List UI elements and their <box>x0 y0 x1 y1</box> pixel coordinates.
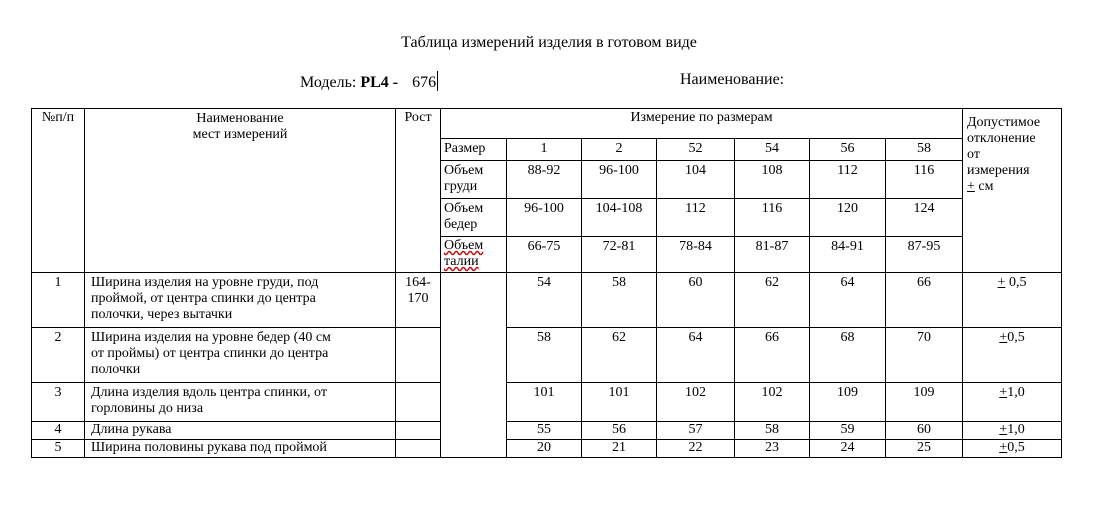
row-height-line1: 164- <box>405 275 431 290</box>
row-value: 58 <box>507 328 582 383</box>
model-label: Модель: <box>300 74 357 91</box>
text-cursor <box>437 71 438 91</box>
waist-value: 84-91 <box>810 237 886 273</box>
row-place <box>85 328 396 383</box>
row-value: 70 <box>886 328 963 383</box>
row-tolerance <box>963 440 1062 458</box>
hips-value: 116 <box>735 199 810 237</box>
hips-value: 104-108 <box>582 199 657 237</box>
row-height-empty <box>396 422 441 440</box>
row-value: 54 <box>507 273 582 328</box>
row-value: 62 <box>735 273 810 328</box>
row-height-empty <box>396 328 441 383</box>
row-value: 64 <box>657 328 735 383</box>
row-value: 59 <box>810 422 886 440</box>
hips-label-line1: Объем <box>444 201 484 216</box>
header-place-line1: Наименование <box>196 111 284 126</box>
plus-minus-sign: + <box>999 422 1008 437</box>
row-tolerance <box>963 422 1062 440</box>
chest-value: 88-92 <box>507 161 582 199</box>
hips-label <box>441 199 507 237</box>
row-place-line: проймой, от центра спинки до центра <box>91 291 316 306</box>
waist-value: 66-75 <box>507 237 582 273</box>
table-row <box>32 422 1062 440</box>
waist-label-line1: Объем <box>444 238 484 253</box>
row-num: 1 <box>32 273 85 328</box>
row-value: 23 <box>735 440 810 458</box>
row-value: 101 <box>582 383 657 422</box>
model-code: PL4 - <box>360 74 399 91</box>
row-place-line: Длина рукава <box>91 422 172 437</box>
row-value: 58 <box>735 422 810 440</box>
row-tolerance <box>963 383 1062 422</box>
header-tol-line5 <box>967 179 1058 195</box>
size-value: 54 <box>735 139 810 161</box>
size-row-label: Размер <box>441 139 507 161</box>
header-tol-line3: от <box>967 147 980 162</box>
row-height-line2: 170 <box>407 291 429 306</box>
header-tol-line2: отклонение <box>967 131 1036 146</box>
row-place <box>85 383 396 422</box>
row-value: 68 <box>810 328 886 383</box>
waist-label-line2: талии <box>444 254 479 269</box>
table-row <box>32 273 1062 328</box>
row-tolerance-value: 0,5 <box>1005 275 1027 290</box>
document-title: Таблица измерений изделия в готовом виде <box>401 34 697 51</box>
row-tolerance-value: 0,5 <box>1007 330 1025 345</box>
row-place-line: Длина изделия вдоль центра спинки, от <box>91 385 327 400</box>
row-num: 3 <box>32 383 85 422</box>
row-height-empty <box>396 440 441 458</box>
row-tolerance-value: 1,0 <box>1007 422 1025 437</box>
row-place <box>85 440 396 458</box>
row-value: 66 <box>886 273 963 328</box>
row-value: 25 <box>886 440 963 458</box>
table-row <box>32 383 1062 422</box>
chest-value: 108 <box>735 161 810 199</box>
plus-minus-sign: + <box>999 385 1008 400</box>
row-value: 60 <box>886 422 963 440</box>
header-num: №п/п <box>32 109 85 273</box>
model-line <box>300 71 438 92</box>
row-place-line: от проймы) от центра спинки до центра <box>91 346 329 361</box>
row-value: 24 <box>810 440 886 458</box>
header-tolerance <box>963 109 1062 273</box>
row-place-line: Ширина половины рукава под проймой <box>91 440 327 455</box>
row-num: 4 <box>32 422 85 440</box>
item-name-label: Наименование: <box>680 71 785 88</box>
row-place <box>85 422 396 440</box>
header-height: Рост <box>396 109 441 273</box>
chest-label-line1: Объем <box>444 163 484 178</box>
row-height <box>396 273 441 328</box>
row-value: 109 <box>886 383 963 422</box>
hips-label-line2: бедер <box>444 217 478 232</box>
row-num: 2 <box>32 328 85 383</box>
row-value: 109 <box>810 383 886 422</box>
table-row <box>32 440 1062 458</box>
size-value: 1 <box>507 139 582 161</box>
row-tolerance-value: 1,0 <box>1007 385 1025 400</box>
header-place-line2: мест измерений <box>192 127 288 142</box>
waist-label <box>441 237 507 273</box>
row-value: 22 <box>657 440 735 458</box>
row-num: 5 <box>32 440 85 458</box>
measurement-table <box>31 108 1062 458</box>
row-value: 102 <box>735 383 810 422</box>
row-tolerance <box>963 273 1062 328</box>
chest-label-line2: груди <box>444 179 478 194</box>
row-place <box>85 273 396 328</box>
row-value: 58 <box>582 273 657 328</box>
row-value: 102 <box>657 383 735 422</box>
row-place-line: Ширина изделия на уровне груди, под <box>91 275 319 290</box>
chest-value: 112 <box>810 161 886 199</box>
size-value: 58 <box>886 139 963 161</box>
hips-value: 124 <box>886 199 963 237</box>
row-value: 20 <box>507 440 582 458</box>
row-value: 62 <box>582 328 657 383</box>
size-value: 56 <box>810 139 886 161</box>
chest-value: 104 <box>657 161 735 199</box>
header-tol-unit: см <box>974 179 994 194</box>
header-tol-line4: измерения <box>967 163 1030 178</box>
row-tolerance-value: 0,5 <box>1007 440 1025 455</box>
row-value: 101 <box>507 383 582 422</box>
row-value: 57 <box>657 422 735 440</box>
row-value: 66 <box>735 328 810 383</box>
size-value: 2 <box>582 139 657 161</box>
table-row <box>32 328 1062 383</box>
waist-value: 81-87 <box>735 237 810 273</box>
row-place-line: горловины до низа <box>91 401 204 416</box>
row-value: 64 <box>810 273 886 328</box>
row-place-line: полочки <box>91 362 141 377</box>
header-sizes: Измерение по размерам <box>441 109 963 139</box>
hips-value: 120 <box>810 199 886 237</box>
header-place <box>85 109 396 273</box>
chest-value: 96-100 <box>582 161 657 199</box>
plus-minus-sign: + <box>999 330 1008 345</box>
row-value: 55 <box>507 422 582 440</box>
waist-value: 78-84 <box>657 237 735 273</box>
row-value: 56 <box>582 422 657 440</box>
blank-label-column <box>441 273 507 458</box>
model-number: 676 <box>412 74 437 91</box>
size-value: 52 <box>657 139 735 161</box>
plus-minus-sign: + <box>999 440 1008 455</box>
chest-label <box>441 161 507 199</box>
chest-value: 116 <box>886 161 963 199</box>
row-place-line: Ширина изделия на уровне бедер (40 см <box>91 330 331 345</box>
hips-value: 96-100 <box>507 199 582 237</box>
plus-minus-sign: + <box>967 179 975 194</box>
waist-value: 72-81 <box>582 237 657 273</box>
row-tolerance <box>963 328 1062 383</box>
row-value: 60 <box>657 273 735 328</box>
hips-value: 112 <box>657 199 735 237</box>
row-value: 21 <box>582 440 657 458</box>
row-place-line: полочки, через вытачки <box>91 307 233 322</box>
row-height-empty <box>396 383 441 422</box>
waist-value: 87-95 <box>886 237 963 273</box>
plus-minus-sign: + <box>997 275 1006 290</box>
header-tol-line1: Допустимое <box>967 115 1041 130</box>
